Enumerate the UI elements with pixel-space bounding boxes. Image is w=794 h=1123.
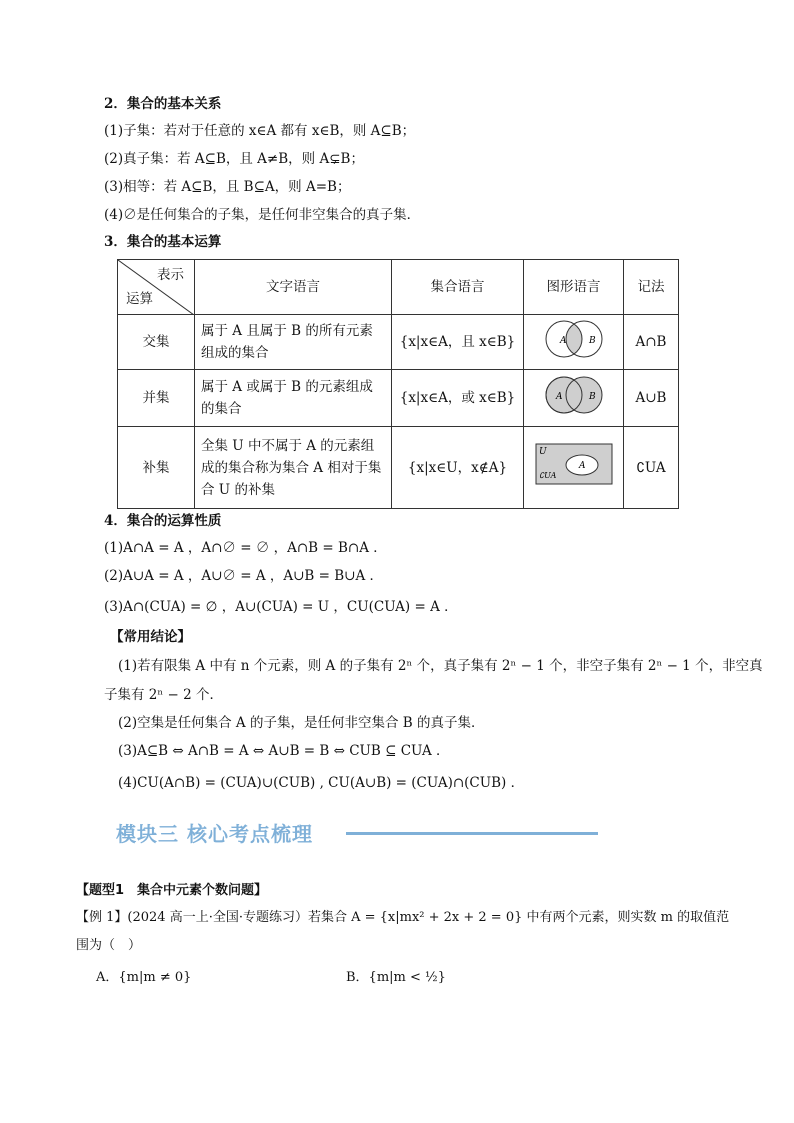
conclusion-item-4: (4)CU(A∩B) = (CUA)∪(CUB) , CU(A∪B) = (CUA)∩(CUB) ． [118,775,525,791]
conclusion-item-1b: 子集有 2ⁿ − 2 个． [104,687,223,703]
figure-intersection-cell [524,315,624,370]
header-set-language: 集合语言 [392,260,524,315]
table-corner-cell [118,260,195,315]
venn-intersection-figure [532,317,616,361]
set-operations-table [117,259,679,509]
op-union: 并集 [118,370,195,427]
conclusion-item-2: (2)空集是任何集合 A 的子集，是任何非空集合 B 的真子集． [118,715,485,731]
module-heading-rule [346,832,598,835]
venn-union-label-b: B [588,391,596,402]
sec2-item-2: (2)真子集：若 A⊆B，且 A≠B，则 A⊊B； [104,151,364,167]
conclusion-item-1a: (1)若有限集 A 中有 n 个元素，则 A 的子集有 2ⁿ 个，真子集有 2ⁿ − 1 个，非空子集有 2ⁿ − 1 个，非空真 [118,658,763,674]
header-text-language: 文字语言 [195,260,392,315]
table-row [118,370,679,427]
venn-union-circle-b [566,377,602,413]
module-heading: 模块三 核心考点梳理 [116,822,313,846]
header-figure-language: 图形语言 [524,260,624,315]
venn-complement-figure [532,441,616,487]
op-intersection: 交集 [118,315,195,370]
header-notation: 记法 [624,260,679,315]
question-type-title: 【题型1 集合中元素个数问题】 [76,883,268,898]
sec2-item-1: (1)子集：若对于任意的 x∈A 都有 x∈B，则 A⊆B； [104,123,416,139]
text-intersection: 属于 A 且属于 B 的所有元素组成的集合 [195,315,392,370]
conclusion-item-3: (3)A⊆B ⇔ A∩B = A ⇔ A∪B = B ⇔ CUB ⊆ CUA ． [118,743,450,759]
option-b: B．{m|m < ½} [346,970,446,985]
sec2-item-3: (3)相等：若 A⊆B，且 B⊆A，则 A=B； [104,179,351,195]
venn-label-a: A [559,335,566,346]
section4-title: 4．集合的运算性质 [104,513,222,529]
set-intersection: {x|x∈A，且 x∈B} [392,315,524,370]
sec4-item-3: (3)A∩(CUA) = ∅ ，A∪(CUA) = U ，CU(CUA) = A ． [104,599,458,615]
op-complement: 补集 [118,427,195,509]
table-row [118,427,679,509]
universe-label: U [538,447,547,457]
corner-top-label: 表示 [157,267,184,283]
notation-union: A∪B [624,370,679,427]
corner-bottom-label: 运算 [126,291,153,307]
section2-title: 2．集合的基本关系 [104,96,222,112]
conclusion-title: 【常用结论】 [110,629,191,645]
figure-complement-cell [524,427,624,509]
notation-intersection: A∩B [624,315,679,370]
table-header-row [118,260,679,315]
text-complement: 全集 U 中不属于 A 的元素组成的集合称为集合 A 相对于集合 U 的补集 [195,427,392,509]
example-line-1: 【例 1】(2024 高一上·全国·专题练习）若集合 A = {x|mx² + 2x + 2 = 0} 中有两个元素，则实数 m 的取值范 [76,910,730,925]
notation-complement: ∁UA [624,427,679,509]
example-line-2: 围为（ ） [76,938,142,953]
set-complement: {x|x∈U，x∉A} [392,427,524,509]
sec4-item-1: (1)A∩A = A ，A∩∅ = ∅ ，A∩B = B∩A ． [104,540,387,556]
option-a: A．{m|m ≠ 0} [96,970,192,985]
complement-set-label: A [578,461,585,471]
table-row [118,315,679,370]
section3-title: 3．集合的基本运算 [104,234,222,250]
venn-union-label-a: A [555,391,562,402]
venn-union-figure [532,373,616,417]
complement-label: ∁UA [538,471,556,480]
set-union: {x|x∈A，或 x∈B} [392,370,524,427]
sec2-item-4: (4)∅是任何集合的子集，是任何非空集合的真子集． [104,207,421,223]
venn-label-b: B [588,335,596,346]
figure-union-cell [524,370,624,427]
sec4-item-2: (2)A∪A = A ，A∪∅ = A ，A∪B = B∪A ． [104,568,384,584]
text-union: 属于 A 或属于 B 的元素组成的集合 [195,370,392,427]
